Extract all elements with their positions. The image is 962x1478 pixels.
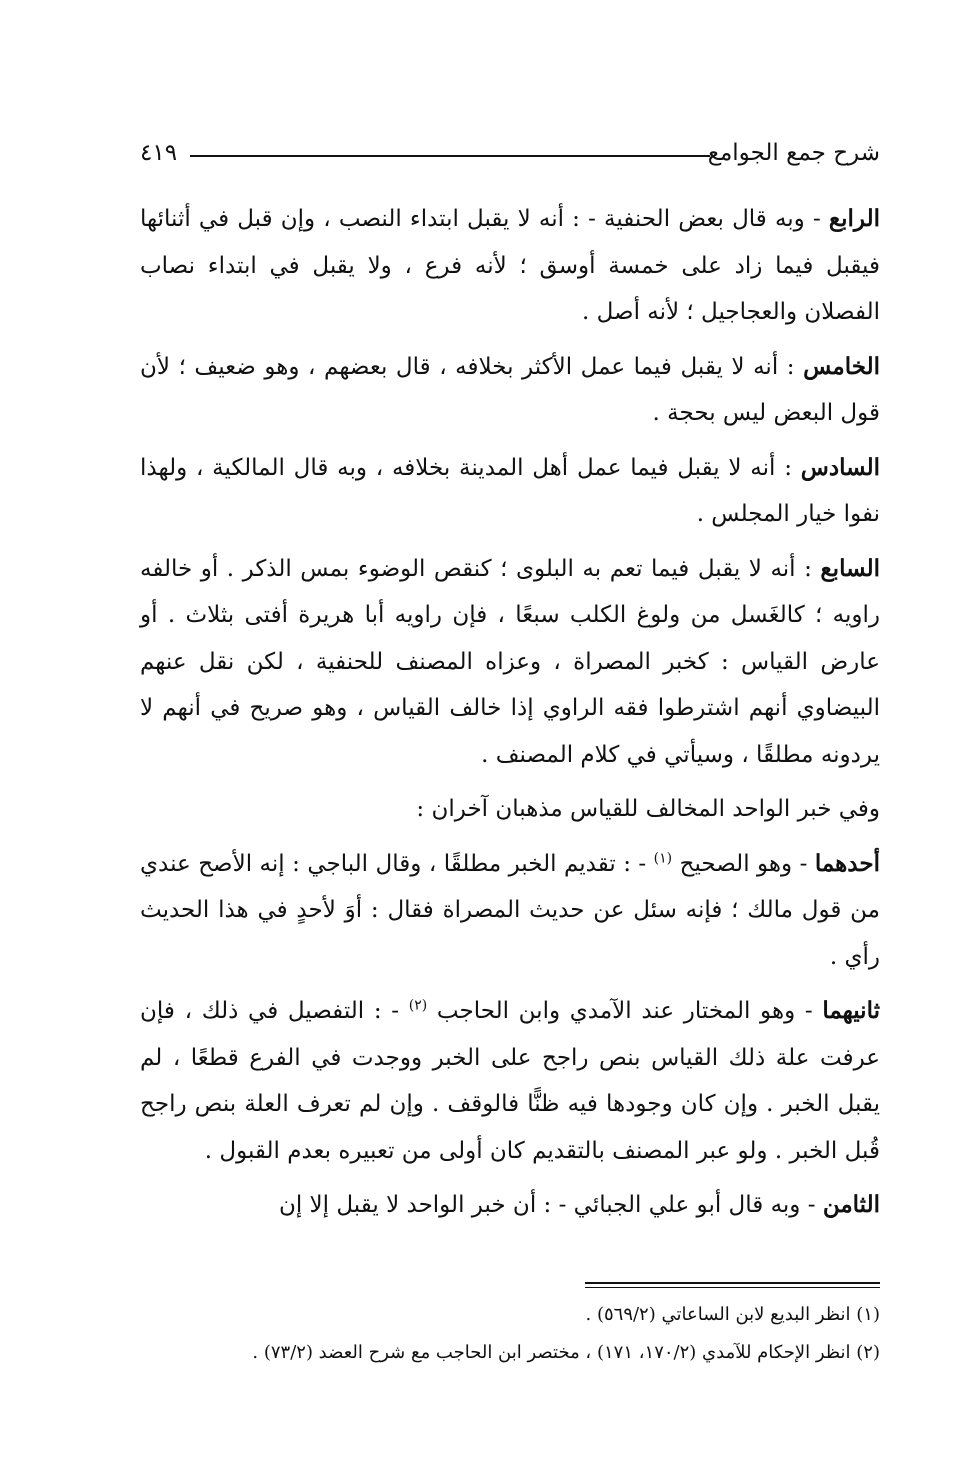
section-heading: الثامن [822, 1191, 880, 1218]
paragraph-khamis [140, 344, 880, 437]
paragraph-sabi [140, 546, 880, 779]
paragraph-sadis [140, 445, 880, 538]
paragraph-text: : أنه لا يقبل فيما عمل أهل المدينة بخلافه ، وبه قال المالكية ، ولهذا نفوا خيار المجلس . [140, 454, 880, 527]
paragraph-text: - وبه قال أبو علي الجبائي - : أن خبر الواحد لا يقبل إلا إن [278, 1192, 823, 1218]
footnote-rule [585, 1282, 880, 1288]
paragraph-thamin [140, 1182, 880, 1229]
paragraph-text: : أنه لا يقبل فيما تعم به البلوى ؛ كنقص الوضوء بمس الذكر . أو خالفه راويه ؛ كالغَسل من ولوغ الكلب سبعًا ، فإن راويه أبا هريرة أفتى بثلاث . أو عارض القياس : كخبر المصراة ، وعزاه المصنف للحنفية ، لكن نقل عنهم البيضاوي أنهم اشترطوا فقه الراوي إذا خالف القياس ، وهو صريح في أنهم لا يردونه مطلقًا ، وسيأتي في كلام المصنف . [140, 555, 880, 768]
section-heading: الخامس [803, 352, 880, 380]
paragraph-text: : أنه لا يقبل فيما عمل الأكثر بخلافه ، قال بعضهم ، وهو ضعيف ؛ لأن قول البعض ليس بحجة . [140, 353, 880, 426]
book-title: شرح جمع الجوامع [707, 140, 880, 166]
section-heading: أحدهما [814, 849, 880, 877]
paragraph-madhhaban [140, 786, 880, 833]
paragraph-text: - : تقديم الخبر مطلقًا ، وقال الباجي : إنه الأصح عندي من قول مالك ؛ فإنه سئل عن حديث المصراة فقال : أوَ لأحدٍ في هذا الحديث رأي . [140, 850, 880, 970]
footnote-2: (٢) انظر الإحكام للآمدي (١٧٠/٢، ١٧١) ، مختصر ابن الحاجب مع شرح العضد (٧٣/٢) . [252, 1342, 880, 1363]
paragraph-text-before: - وهو المختار عند الآمدي وابن الحاجب [427, 998, 823, 1024]
paragraph-rabi [140, 196, 880, 336]
footnotes [140, 1296, 880, 1372]
footnote-ref-2[interactable]: (٢) [408, 997, 428, 1014]
section-heading: السابع [820, 554, 880, 582]
section-heading: الرابع [828, 205, 880, 232]
footnote-ref-1[interactable]: (١) [653, 849, 673, 866]
running-header [140, 138, 880, 178]
header-rule [190, 155, 710, 157]
paragraph-thaniyhuma [140, 988, 880, 1174]
paragraph-text: وفي خبر الواحد المخالف للقياس مذهبان آخران : [416, 796, 880, 822]
page-number: ٤١٩ [140, 140, 178, 166]
paragraph-text: - وبه قال بعض الحنفية - : أنه لا يقبل ابتداء النصب ، وإن قبل في أثنائها فيقبل فيما زاد على خمسة أوسق ؛ لأنه فرع ، ولا يقبل في ابتداء نصاب الفصلان والعجاجيل ؛ لأنه أصل . [140, 206, 880, 325]
footnote-1: (١) انظر البديع لابن الساعاتي (٥٦٩/٢) . [585, 1304, 880, 1325]
paragraph-text-before: - وهو الصحيح [672, 850, 815, 877]
paragraph-text: - : التفصيل في ذلك ، فإن عرفت علة ذلك القياس بنص راجح على الخبر ووجدت في الفرع قطعًا ، لم يقبل الخبر . وإن كان وجودها فيه ظنًّا فالوقف . وإن لم تعرف العلة بنص راجح قُبل الخبر . ولو عبر المصنف بالتقديم كان أولى من تعبيره بعدم القبول . [140, 998, 880, 1164]
section-heading: السادس [800, 453, 880, 481]
body-text [140, 196, 880, 1237]
paragraph-ahaduhuma [140, 841, 880, 981]
section-heading: ثانيهما [822, 997, 880, 1024]
